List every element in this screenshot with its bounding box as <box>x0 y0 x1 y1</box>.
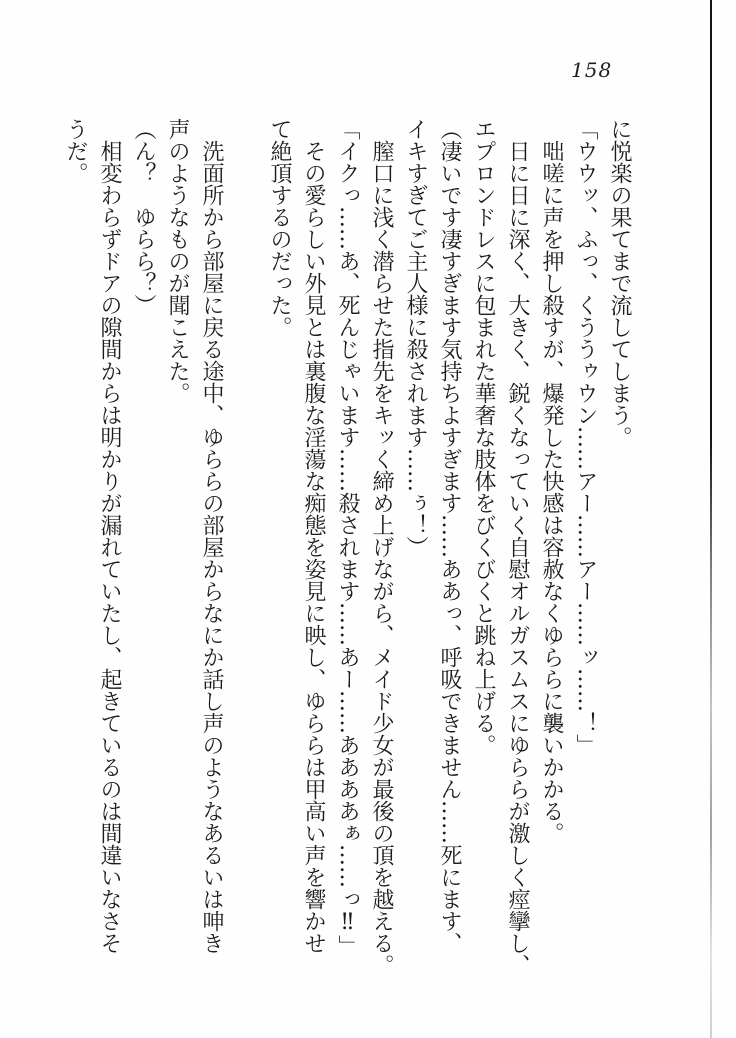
text-line: 「イクっ……あ、死んじゃいます……殺されます……あー……ああああぁ……っ‼」 <box>335 118 360 957</box>
text-line: エプロンドレスに包まれた華奢な肢体をびくびくと跳ね上げる。 <box>471 118 496 756</box>
text-line: その愛らしい外見とは裏腹な淫蕩な痴態を姿見に映し、ゆららは甲高い声を響かせ <box>301 118 326 954</box>
text-line: て絶頂するのだった。 <box>267 118 292 338</box>
text-line: 咄嗟に声を押し殺すが、爆発した快感は容赦なくゆららに襲いかかる。 <box>539 118 564 844</box>
text-line: 相変わらずドアの隙間からは明かりが漏れていたし、起きているのは間違いなさそ <box>97 118 122 954</box>
text-line: 日に日に深く、大きく、鋭くなっていく自慰オルガスムスにゆららが激しく痙攣し、 <box>505 118 530 976</box>
text-line: 「ウウッ、ふっ、くううゥウン……アー……アー……ッ……！」 <box>573 118 598 756</box>
text-line: （凄いです凄すぎます気持ちよすぎます……ああっ、呼吸できません……死にます、 <box>437 118 462 954</box>
text-line: 膣口に浅く潜らせた指先をキッく締め上げながら、メイド少女が最後の頂を越える。 <box>369 118 394 976</box>
text-line: 声のようなものが聞こえた。 <box>165 118 190 404</box>
text-line: に悦楽の果てまで流してしまう。 <box>607 118 632 448</box>
page-edge-rule <box>710 0 712 1038</box>
text-line: イキすぎてご主人様に殺されます……ぅ！） <box>403 118 428 558</box>
text-line-blank <box>228 118 262 980</box>
text-line: うだ。 <box>63 118 88 184</box>
page-number: 158 <box>571 58 613 82</box>
body-text <box>58 118 636 980</box>
text-line: 洗面所から部屋に戻る途中、ゆららの部屋からなにか話し声のようなあるいは呻き <box>199 118 224 954</box>
text-line: （ん？ ゆらら？） <box>131 118 156 316</box>
